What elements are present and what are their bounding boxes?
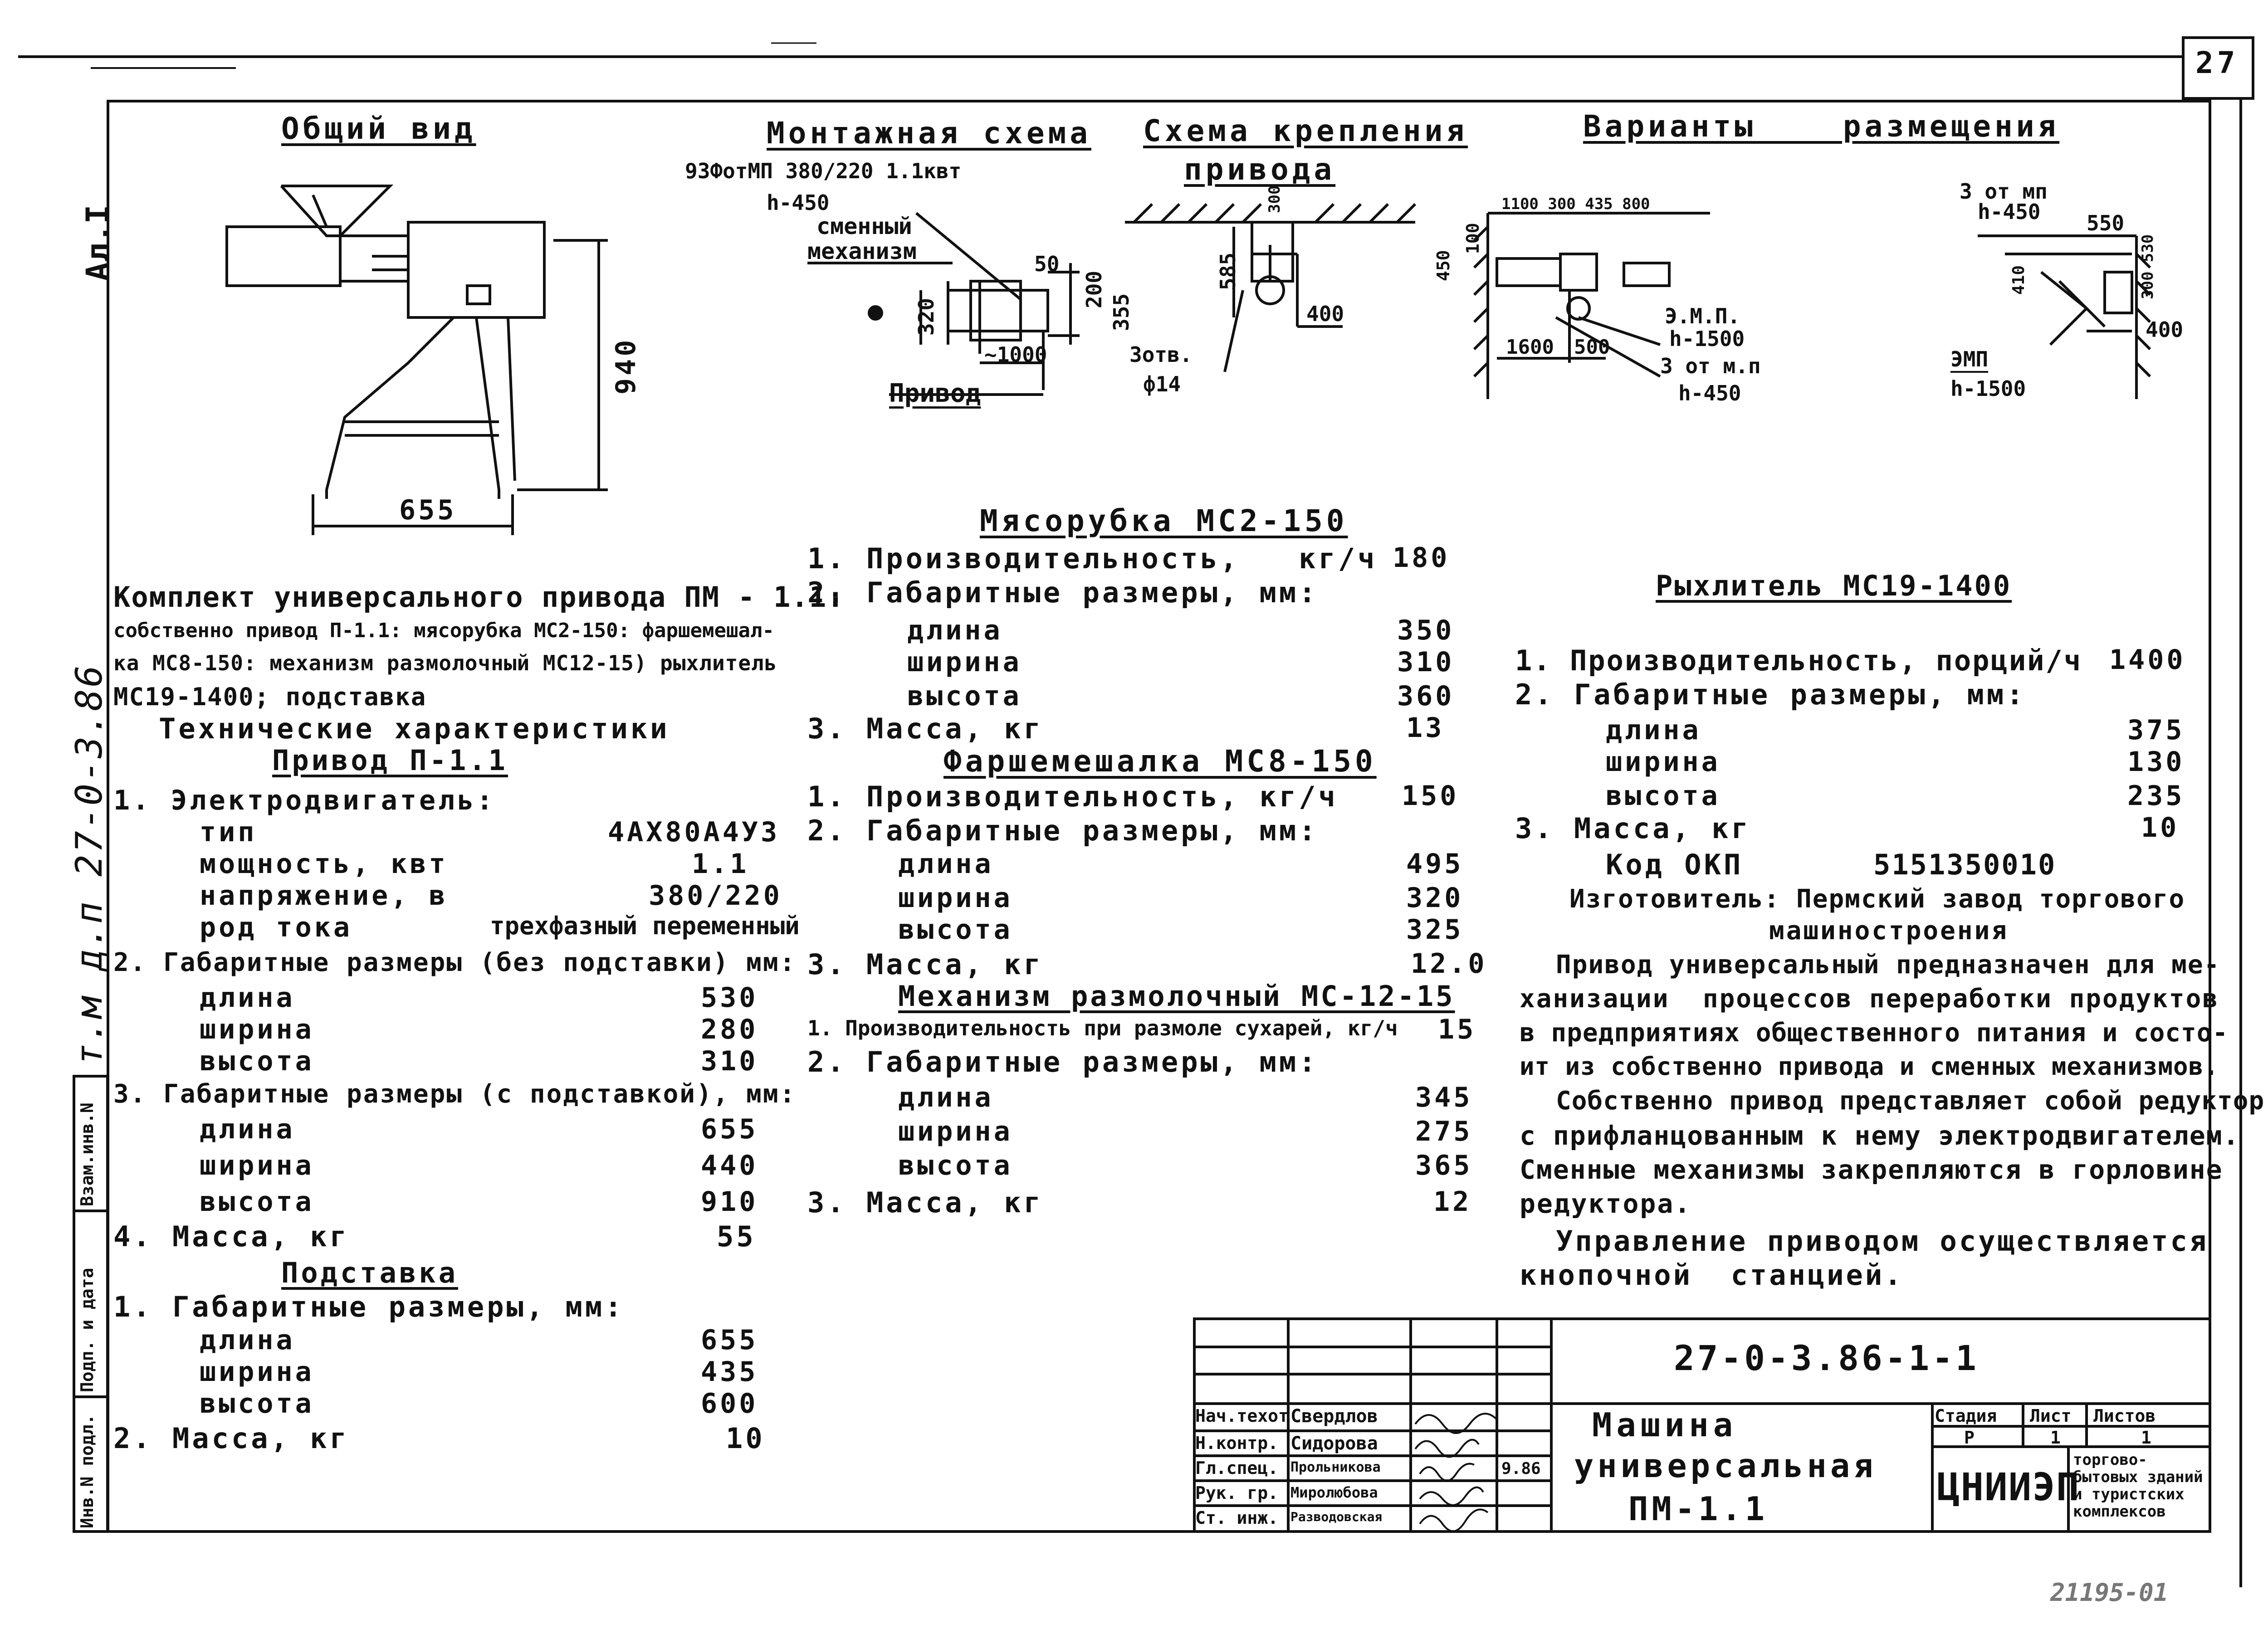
pv-emp: Э.М.П.: [1665, 304, 1740, 328]
fastening-title-2: привода: [1184, 152, 1336, 187]
drive-title: Технические характеристики: [159, 712, 670, 745]
mixer-mass-value: 12.0: [1411, 948, 1487, 980]
drive-row-value: 310: [701, 1045, 758, 1077]
signer-role: Н.контр.: [1195, 1433, 1279, 1453]
stage-header: Стадия: [1935, 1406, 1997, 1426]
okp-value: 5151350010: [1873, 848, 2057, 881]
drive-row-label: ширина: [200, 1150, 314, 1181]
mixer-row-value: 325: [1406, 914, 1464, 946]
mill-prod-label: 1. Производительность при размоле сухарей, кг/ч: [807, 1016, 1398, 1040]
description-line: редуктора.: [1520, 1188, 1692, 1219]
fx-300: 300: [1266, 185, 1284, 213]
mixer-row-label: длина: [898, 848, 994, 880]
mill-row-value: 275: [1415, 1116, 1473, 1147]
org-name: ЦНИИЭП: [1937, 1465, 2080, 1509]
stand-dims: 1. Габаритные размеры, мм:: [113, 1290, 625, 1323]
drive-row-value: трехфазный переменный: [490, 912, 800, 940]
fx-400: 400: [1306, 302, 1344, 326]
org-note: торгово-бытовых зданий и туристских комплексов: [2073, 1451, 2203, 1521]
gv-dim-height: 940: [610, 337, 642, 395]
mill-mass-label: 3. Масса, кг: [807, 1186, 1043, 1219]
mill-prod-value: 15: [1438, 1014, 1476, 1045]
product-name-3: ПМ-1.1: [1628, 1490, 1769, 1528]
mixer-row-label: высота: [898, 914, 1013, 946]
drive-dims-stand: 3. Габаритные размеры (с подставкой), мм:: [113, 1079, 797, 1109]
stand-row-label: длина: [200, 1324, 295, 1356]
drive-row-label: напряжение, в: [200, 880, 448, 912]
mixer-prod-label: 1. Производительность, кг/ч: [807, 780, 1338, 813]
loosener-row-value: 130: [2127, 746, 2185, 778]
drive-row-value: 530: [701, 982, 758, 1014]
pr-h450: h-450: [1978, 200, 2041, 224]
drive-motor: 1. Электродвигатель:: [113, 785, 496, 816]
series-label: т.м д.п 27-0-3.86: [68, 663, 110, 1066]
stand-title: Подставка: [281, 1256, 458, 1289]
signer-name: Прольникова: [1290, 1459, 1381, 1475]
drive-row-label: тип: [200, 816, 257, 848]
ms-drive: Привод: [889, 379, 981, 408]
loosener-row-value: 235: [2127, 780, 2185, 812]
grinder-mass-value: 13: [1406, 712, 1445, 744]
mixer-mass-label: 3. Масса, кг: [807, 948, 1043, 981]
description-line: Управление приводом осуществляется: [1556, 1224, 2209, 1258]
pr-3otmp: 3 от мп: [1960, 179, 2048, 204]
ms-355: 355: [1109, 293, 1134, 331]
loosener-row-label: длина: [1606, 714, 1701, 746]
pv-500: 500: [1574, 336, 1610, 359]
grinder-row-value: 350: [1397, 615, 1455, 646]
sign-date: 9.86: [1501, 1459, 1541, 1478]
sidebar-inv: Инв.N подл.: [77, 1414, 97, 1528]
sidebar-sign: Подп. и дата: [77, 1268, 97, 1392]
gv-dim-width: 655: [399, 494, 457, 526]
sheets-value: 1: [2141, 1428, 2151, 1448]
sidebar-replace: Взам.инв.N: [77, 1102, 97, 1206]
description-line: Собственно привод представляет собой редуктор: [1556, 1086, 2265, 1116]
loosener-title: Рыхлитель МС19-1400: [1656, 569, 2012, 602]
grinder-title: Мясорубка МС2-150: [980, 503, 1348, 538]
description-line: Привод универсальный предназначен для ме-: [1556, 950, 2220, 980]
grinder-row-label: высота: [907, 680, 1022, 712]
maker-line-1: Изготовитель: Пермский завод торгового: [1569, 884, 2185, 914]
mill-dims: 2. Габаритные размеры, мм:: [807, 1045, 1319, 1078]
stand-row-value: 600: [701, 1388, 758, 1419]
grinder-dims: 2. Габаритные размеры, мм:: [807, 576, 1319, 609]
placement-title: Варианты размещения: [1583, 109, 2060, 144]
sheet-header: Лист: [2030, 1406, 2072, 1426]
pv-top: 1100 300 435 800: [1501, 195, 1650, 213]
mill-row-label: длина: [898, 1082, 994, 1113]
stand-mass-label: 2. Масса, кг: [113, 1422, 349, 1455]
mill-title: Механизм размолочный МС-12-15: [898, 980, 1455, 1013]
pr-550: 550: [2087, 211, 2125, 235]
bottom-stamp: 21195-01: [2050, 1578, 2169, 1607]
drive-mass-value: 55: [717, 1220, 756, 1253]
drive-row-label: род тока: [200, 912, 352, 943]
ms-200: 200: [1082, 270, 1106, 308]
kit-line-1: Комплект универсального привода ПМ - 1.1:: [113, 580, 845, 614]
drive-row-label: высота: [200, 1045, 314, 1077]
stage-value: Р: [1964, 1428, 1975, 1448]
pv-3otmp: 3 от м.п: [1660, 354, 1761, 378]
loosener-prod-label: 1. Производительность, порций/ч: [1515, 644, 2082, 677]
ms-320: 320: [914, 298, 938, 336]
grinder-mass-label: 3. Масса, кг: [807, 712, 1043, 745]
kit-line-3: ка МС8-150: механизм размолочный МС12-15) рыхлитель: [113, 651, 777, 675]
fx-585: 585: [1216, 252, 1240, 290]
mill-row-value: 345: [1415, 1082, 1473, 1113]
grinder-row-value: 310: [1397, 646, 1455, 678]
okp-label: Код ОКП: [1606, 848, 1744, 881]
signer-name: Свердлов: [1290, 1406, 1378, 1427]
ms-1000: ~1000: [984, 342, 1047, 367]
kit-line-4: МС19-1400; подставка: [113, 683, 427, 711]
mixer-row-value: 495: [1406, 848, 1464, 880]
grinder-row-label: длина: [907, 615, 1003, 646]
description-line: ит из собственно привода и сменных механизмов.: [1520, 1052, 2219, 1081]
description-line: в предприятиях общественного питания и состо-: [1520, 1018, 2229, 1048]
loosener-prod-value: 1400: [2109, 644, 2186, 676]
grinder-row-label: ширина: [907, 646, 1022, 678]
sheets-header: Листов: [2093, 1406, 2156, 1426]
pr-300: 300 530: [2139, 234, 2157, 299]
fastening-title-1: Схема крепления: [1143, 113, 1468, 148]
pv-450: 450: [1433, 250, 1453, 281]
grinder-row-value: 360: [1397, 680, 1455, 712]
drive-row-value: 1.1: [692, 848, 749, 880]
pv-1600: 1600: [1506, 336, 1554, 359]
pv-100: 100: [1463, 223, 1483, 254]
description-line: с прифланцованным к нему электродвигателем.: [1520, 1120, 2240, 1151]
drive-mass-label: 4. Масса, кг: [113, 1220, 349, 1253]
stand-mass-value: 10: [726, 1422, 765, 1455]
stand-row-label: ширина: [200, 1356, 314, 1388]
signer-name: Разводовская: [1290, 1509, 1383, 1524]
mixer-row-value: 320: [1406, 882, 1464, 914]
sheet-value: 1: [2050, 1428, 2061, 1448]
loosener-dims: 2. Габаритные размеры, мм:: [1515, 678, 2026, 711]
signer-name: Миролюбова: [1290, 1484, 1378, 1501]
drive-row-label: ширина: [200, 1014, 314, 1045]
drive-dims-no-stand: 2. Габаритные размеры (без подставки) мм:: [113, 948, 797, 977]
ms-mech-2: механизм: [807, 238, 917, 264]
mill-row-value: 365: [1415, 1150, 1473, 1181]
mixer-title: Фаршемешалка МС8-150: [943, 744, 1377, 779]
mounting-title: Монтажная схема: [767, 116, 1092, 151]
stand-row-value: 435: [701, 1356, 758, 1388]
signer-name: Сидорова: [1290, 1433, 1378, 1454]
drive-row-value: 280: [701, 1014, 758, 1045]
general-view-title: Общий вид: [281, 111, 476, 146]
mixer-dims: 2. Габаритные размеры, мм:: [807, 814, 1319, 847]
drive-row-value: 4АХ80А4У3: [608, 816, 780, 848]
drive-subtitle: Привод П-1.1: [272, 744, 508, 777]
description-line: кнопочной станцией.: [1520, 1258, 1904, 1292]
maker-line-2: машиностроения: [1769, 916, 2009, 946]
drive-row-value: 440: [701, 1150, 758, 1181]
ms-mech-1: сменный: [816, 213, 912, 239]
drive-row-label: высота: [200, 1186, 314, 1218]
drive-row-label: длина: [200, 982, 295, 1014]
description-line: ханизации процессов переработки продуктов: [1520, 984, 2219, 1014]
ms-50: 50: [1034, 252, 1060, 276]
loosener-row-label: высота: [1606, 780, 1721, 812]
drive-row-value: 655: [701, 1113, 758, 1145]
loosener-mass-value: 10: [2141, 812, 2180, 844]
signer-role: Нач.техот: [1195, 1406, 1289, 1426]
product-name-2: универсальная: [1574, 1447, 1877, 1485]
loosener-row-label: ширина: [1606, 746, 1721, 778]
fx-holes-1: 3отв.: [1129, 342, 1193, 367]
ms-power: 93ФотМП 380/220 1.1квт: [685, 159, 962, 183]
pv-h1500: h-1500: [1669, 327, 1745, 351]
mixer-row-label: ширина: [898, 882, 1013, 914]
ms-h: h-450: [767, 190, 830, 215]
description-line: Сменные механизмы закрепляются в горловине: [1520, 1154, 2223, 1185]
loosener-mass-label: 3. Масса, кг: [1515, 812, 1751, 845]
pv-h450: h-450: [1678, 381, 1741, 405]
sheet-number: 27: [2195, 45, 2239, 80]
grinder-prod-label: 1. Производительность, кг/ч: [807, 542, 1378, 575]
pr-410: 410: [2009, 265, 2028, 295]
pr-emp: ЭМП: [1950, 347, 1989, 371]
mill-row-label: высота: [898, 1150, 1013, 1181]
loosener-row-value: 375: [2127, 714, 2185, 746]
fx-holes-2: ф14: [1143, 372, 1181, 396]
stand-row-label: высота: [200, 1388, 314, 1419]
stand-row-value: 655: [701, 1324, 758, 1356]
drive-row-value: 910: [701, 1186, 758, 1218]
pr-h1500: h-1500: [1950, 376, 2026, 401]
signer-role: Ст. инж.: [1195, 1508, 1279, 1528]
grinder-prod-value: 180: [1393, 542, 1450, 574]
drive-row-label: мощность, квт: [200, 848, 448, 880]
signer-role: Рук. гр.: [1195, 1483, 1279, 1503]
mill-row-label: ширина: [898, 1116, 1013, 1147]
album-label: Ал.I: [79, 205, 117, 281]
pr-400: 400: [2146, 317, 2184, 342]
drive-row-value: 380/220: [649, 880, 782, 912]
product-name-1: Машина: [1592, 1406, 1738, 1444]
signer-role: Гл.спец.: [1195, 1458, 1279, 1478]
mixer-prod-value: 150: [1402, 780, 1459, 812]
mill-mass-value: 12: [1433, 1186, 1472, 1218]
titleblock-code: 27-0-3.86-1-1: [1674, 1338, 1979, 1378]
kit-line-2: собственно привод П-1.1: мясорубка МС2-150: фаршемешал-: [113, 619, 774, 642]
drive-row-label: длина: [200, 1113, 295, 1145]
